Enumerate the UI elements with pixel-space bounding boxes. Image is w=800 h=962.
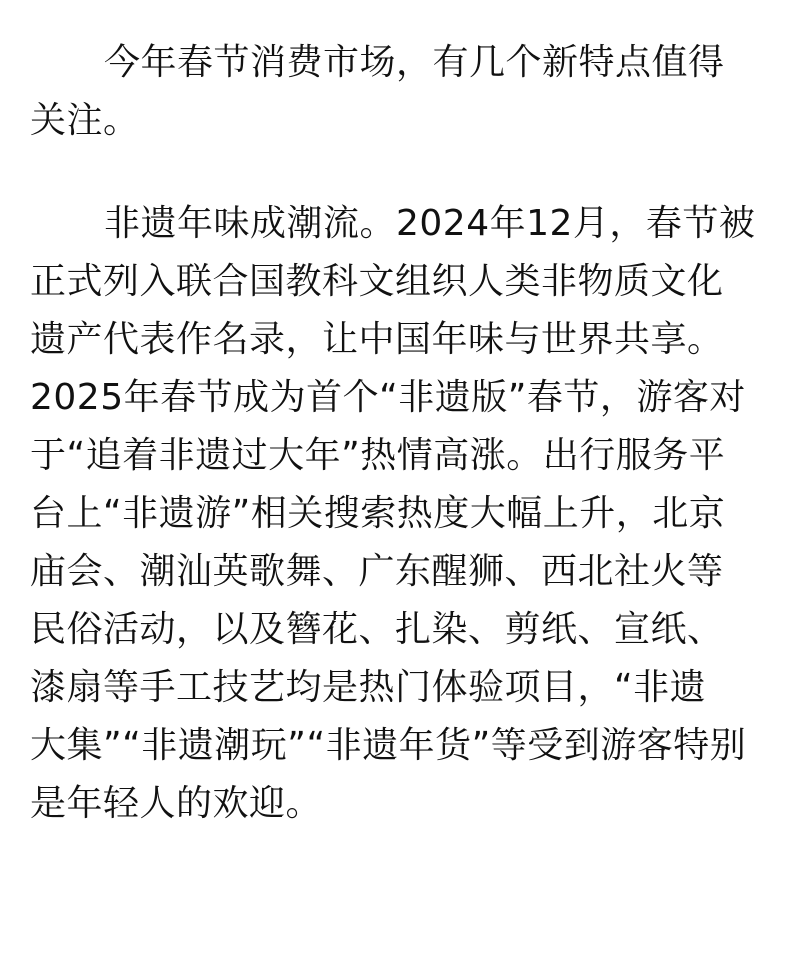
text-line: 非遗年味成潮流。2024年12月，春节被 bbox=[104, 203, 756, 244]
text-line: 庙会、潮汕英歌舞、广东醒狮、西北社火等 bbox=[30, 551, 724, 592]
text-line: 是年轻人的欢迎。 bbox=[30, 783, 323, 824]
paragraph-1 bbox=[30, 34, 770, 150]
text-line: 今年春节消费市场，有几个新特点值得 bbox=[104, 42, 725, 83]
text-line: 台上“非遗游”相关搜索热度大幅上升，北京 bbox=[30, 493, 726, 534]
paragraph-gap bbox=[30, 150, 770, 195]
text-line: 于“追着非遗过大年”热情高涨。出行服务平 bbox=[30, 435, 726, 476]
paragraph-2 bbox=[30, 195, 770, 833]
text-line: 正式列入联合国教科文组织人类非物质文化 bbox=[30, 261, 724, 302]
text-line: 遗产代表作名录，让中国年味与世界共享。 bbox=[30, 319, 724, 360]
text-line: 民俗活动，以及簪花、扎染、剪纸、宣纸、 bbox=[30, 609, 724, 650]
text-line: 2025年春节成为首个“非遗版”春节，游客对 bbox=[30, 377, 746, 418]
text-line: 关注。 bbox=[30, 100, 140, 141]
text-line: 大集”“非遗潮玩”“非遗年货”等受到游客特别 bbox=[30, 725, 747, 766]
text-line: 漆扇等手工技艺均是热门体验项目，“非遗 bbox=[30, 667, 707, 708]
article-body bbox=[30, 34, 770, 833]
